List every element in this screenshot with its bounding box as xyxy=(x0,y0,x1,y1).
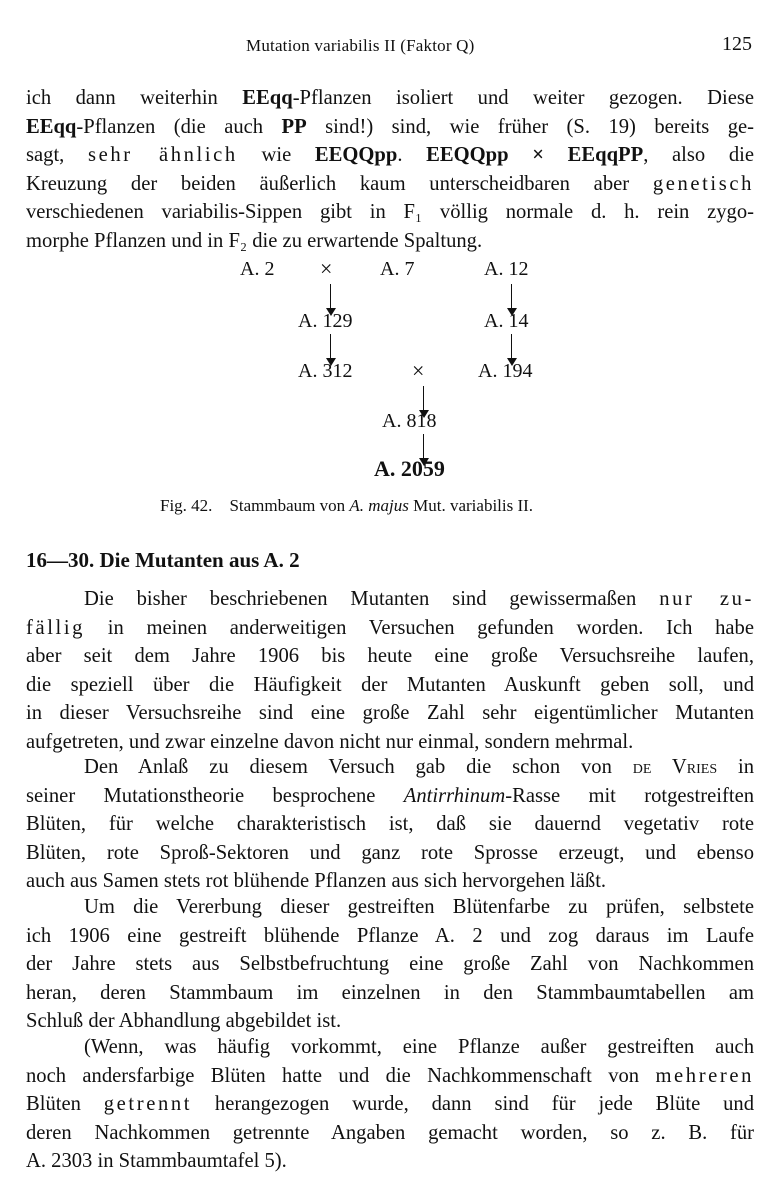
text-line: Die bisher beschriebenen Mutanten sind gewissermaßen nur zu- xyxy=(84,588,754,610)
pedigree-node-a312: A. 312 xyxy=(298,360,353,382)
text-line: Um die Vererbung dieser gestreiften Blütenfarbe zu prüfen, selbstete xyxy=(84,896,754,918)
cross-symbol: × xyxy=(412,358,425,383)
text-line: Den Anlaß zu diesem Versuch gab die schon von de Vries in xyxy=(84,756,754,778)
pedigree-node-a2059: A. 2059 xyxy=(374,456,445,481)
pedigree-node-a14: A. 14 xyxy=(484,310,529,332)
text-line: Blüten, für welche charakteristisch ist, daß sie dauernd vegetativ rote xyxy=(26,813,754,836)
text-line: morphe Pflanzen und in F₂ die zu erwartende Spaltung. xyxy=(26,229,483,252)
author-name: de Vries xyxy=(632,756,718,778)
running-title: Mutation variabilis II (Faktor Q) xyxy=(246,36,475,55)
paragraph xyxy=(26,893,754,1036)
text-line: ich 1906 eine gestreift blühende Pflanze A. 2 und zog daraus im Laufe xyxy=(26,924,754,947)
figure-caption: Fig. 42. Stammbaum von A. majus Mut. variabilis II. xyxy=(160,496,534,515)
paragraph xyxy=(26,1033,754,1176)
text-line: Kreuzung der beiden äußerlich kaum unterscheidbaren aber genetisch xyxy=(26,172,754,195)
text-line: Schluß der Abhandlung abgebildet ist. xyxy=(26,1010,342,1033)
paragraph xyxy=(26,585,754,757)
text-line: seiner Mutationstheorie besprochene Antirrhinum-Rasse mit rotgestreiften xyxy=(26,784,755,807)
figure-label: Fig. 42. xyxy=(160,496,213,515)
section-heading: 16—30. Die Mutanten aus A. 2 xyxy=(26,548,300,572)
text-line: sagt, sehr ähnlich wie EEQQpp. EEQQpp × EEqqPP, also die xyxy=(26,144,755,167)
pedigree-diagram xyxy=(0,250,782,485)
pedigree-node-a2: A. 2 xyxy=(240,258,275,280)
text-line: aufgetreten, und zwar einzelne davon nicht nur einmal, sondern mehrmal. xyxy=(26,730,634,753)
text-line: heran, deren Stammbaum im einzelnen in den Stammbaumtabellen am xyxy=(26,981,754,1004)
text-line: Blüten, rote Sproß-Sektoren und ganz rote Sprosse erzeugt, und ebenso xyxy=(26,841,754,864)
text-line: deren Nachkommen getrennte Angaben gemacht worden, so z. B. für xyxy=(26,1121,754,1144)
text-line: Blüten getrennt herangezogen wurde, dann sind für jede Blüte und xyxy=(26,1093,754,1116)
pedigree-node-a129: A. 129 xyxy=(298,310,353,332)
pedigree-node-a12: A. 12 xyxy=(484,258,529,280)
paragraph xyxy=(26,753,754,896)
pedigree-node-a7: A. 7 xyxy=(380,258,415,280)
text-line: fällig in meinen anderweitigen Versuchen gefunden worden. Ich habe xyxy=(26,616,754,639)
cross-symbol: × xyxy=(320,256,333,281)
text-line: verschiedenen variabilis-Sippen gibt in F₁ völlig normale d. h. rein zygo- xyxy=(26,201,754,224)
intro-paragraph xyxy=(26,84,754,256)
text-line: noch andersfarbige Blüten hatte und die Nachkommenschaft von mehreren xyxy=(26,1064,754,1087)
text-line: auch aus Samen stets rot blühende Pflanzen aus sich hervorgehen läßt. xyxy=(26,870,607,893)
text-line: die speziell über die Häufigkeit der Mutanten Auskunft geben soll, und xyxy=(26,673,754,696)
text-line: EEqq-Pflanzen (die auch PP sind!) sind, wie früher (S. 19) bereits ge- xyxy=(26,115,754,138)
text-line: in dieser Versuchsreihe sind eine große Zahl sehr eigentümlicher Mutanten xyxy=(26,702,754,725)
text-line: (Wenn, was häufig vorkommt, eine Pflanze außer gestreiften auch xyxy=(84,1036,754,1058)
text-line: aber seit dem Jahre 1906 bis heute eine große Versuchsreihe laufen, xyxy=(26,645,754,668)
species-name: A. majus xyxy=(349,496,409,515)
text-line: A. 2303 in Stammbaumtafel 5). xyxy=(26,1150,287,1173)
page-number: 125 xyxy=(722,33,752,55)
text-line: ich dann weiterhin EEqq-Pflanzen isoliert und weiter gezogen. Diese xyxy=(26,87,754,109)
pedigree-node-a818: A. 818 xyxy=(382,410,437,432)
text-line: der Jahre stets aus Selbstbefruchtung eine große Zahl von Nachkommen xyxy=(26,953,754,976)
pedigree-node-a194: A. 194 xyxy=(478,360,533,382)
